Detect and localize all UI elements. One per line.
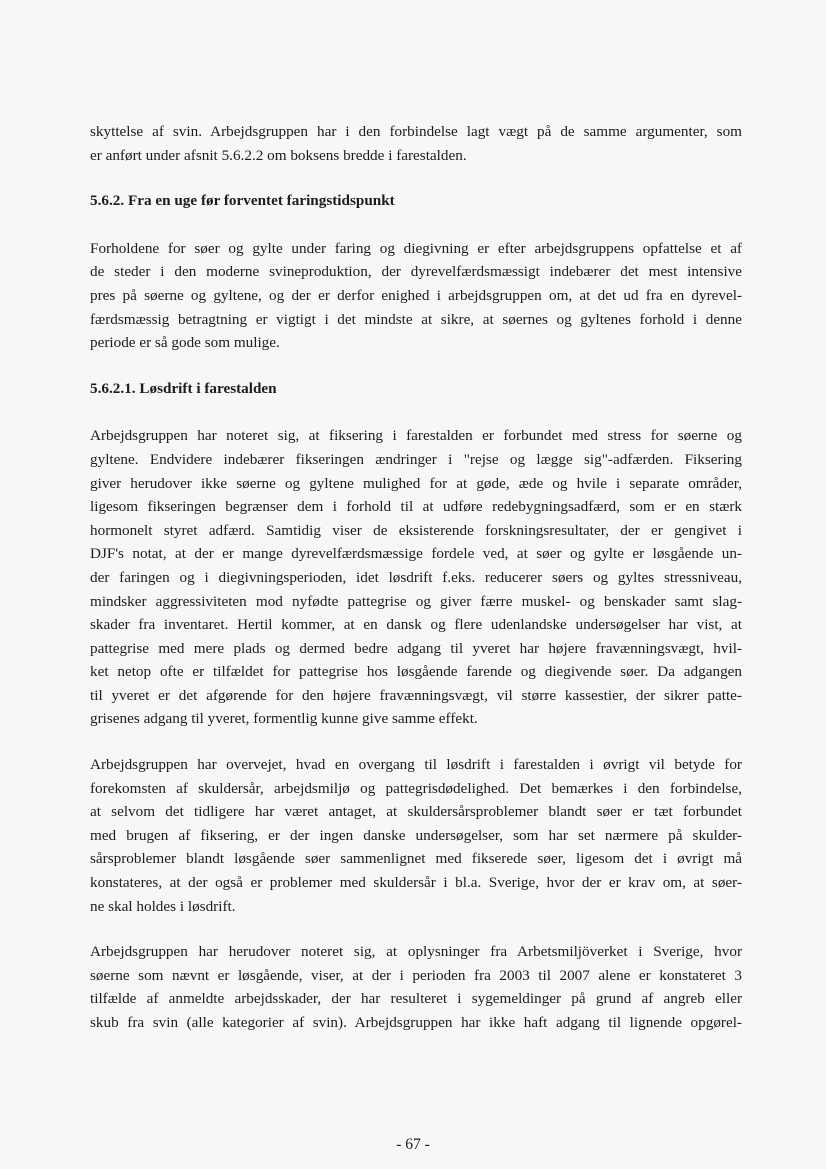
paragraph-3: [90, 753, 742, 918]
text-line: ligesom fikseringen begrænser dem i forhold til at udføre redebygningsadfærd, som er en stærk: [90, 498, 742, 516]
text-line: forekomsten af skuldersår, arbejdsmiljø og pattegrisdødelighed. Det bemærkes i den forbindelse,: [90, 779, 742, 797]
paragraph-1: [90, 237, 742, 355]
text-line: grisenes adgang til yveret, formentlig kunne give samme effekt.: [90, 710, 478, 728]
text-line: skub fra svin (alle kategorier af svin). Arbejdsgruppen har ikke haft adgang til lignende opgørel-: [90, 1014, 742, 1031]
text-line: gyltene. Endvidere indebærer fikseringen ændringer i "rejse og lægge sig"-adfærden. Fiksering: [90, 450, 742, 468]
section-heading-5-6-2-1: 5.6.2.1. Løsdrift i farestalden: [90, 379, 277, 397]
text-line: søerne som nævnt er løsgående, viser, at der i perioden fra 2003 til 2007 alene er konstateret 3: [90, 966, 742, 984]
text-line: der faringen og i diegivningsperioden, idet løsdrift f.eks. reducerer søers og gyltes stressniveau,: [90, 568, 742, 586]
intro-paragraph: [90, 120, 742, 167]
paragraph-4: [90, 940, 742, 1034]
text-line: giver herudover ikke søerne og gyltene mulighed for at gøde, æde og hvile i separate områder,: [90, 474, 742, 492]
text-line: tilfælde af anmeldte arbejdsskader, der har resulteret i sygemeldinger på grund af angreb eller: [90, 990, 742, 1008]
text-line: Arbejdsgruppen har noteret sig, at fiksering i farestalden er forbundet med stress for søerne og: [90, 427, 742, 445]
text-line: pres på søerne og gyltene, og der er derfor enighed i arbejdsgruppen om, at det ud fra en dyrevel-: [90, 286, 742, 304]
text-line: de steder i den moderne svineproduktion, der dyrevelfærdsmæssigt indebærer det mest intensive: [90, 263, 742, 281]
page-number: - 67 -: [396, 1136, 430, 1153]
text-line: periode er så gode som mulige.: [90, 334, 280, 352]
paragraph-2: [90, 424, 742, 731]
text-line: færdsmæssig betragtning er vigtigt i det mindste at sikre, at søernes og gyltenes forhold i denne: [90, 310, 742, 328]
section-heading-5-6-2: 5.6.2. Fra en uge før forventet faringstidspunkt: [90, 192, 395, 210]
text-line: Arbejdsgruppen har overvejet, hvad en overgang til løsdrift i farestalden i øvrigt vil betyde for: [90, 756, 742, 774]
text-line: mindsker aggressiviteten mod nyfødte pattegrise og giver færre muskel- og benskader samt slag-: [90, 592, 742, 610]
text-line: skyttelse af svin. Arbejdsgruppen har i den forbindelse lagt vægt på de samme argumenter, som: [90, 123, 742, 140]
text-line: DJF's notat, at der er mange dyrevelfærdsmæssige fordele ved, at søer og gylte er løsgående un-: [90, 545, 742, 563]
text-line: til yveret er det afgørende for den højere fravænningsvægt, vil større kassestier, der sikrer patte-: [90, 686, 742, 704]
text-line: sårsproblemer blandt løsgående søer sammenlignet med fikserede søer, ligesom det i øvrigt må: [90, 850, 742, 868]
text-line: Forholdene for søer og gylte under faring og diegivning er efter arbejdsgruppens opfattelse et af: [90, 239, 742, 257]
text-line: konstateres, at der også er problemer med skuldersår i bl.a. Sverige, hvor der er krav om, at søer-: [90, 874, 742, 892]
text-line: hormonelt styret adfærd. Samtidig viser de eksisterende forskningsresultater, der er gengivet i: [90, 521, 742, 539]
text-line: pattegrise med mere plads og dermed bedre adgang til yveret har højere fravænningsvægt, hvil-: [90, 639, 742, 657]
text-line: ket netop ofte er tilfældet for pattegrise hos løsgående farende og diegivende søer. Da adgangen: [90, 663, 742, 681]
text-line: Arbejdsgruppen har herudover noteret sig, at oplysninger fra Arbetsmiljöverket i Sverige, hvor: [90, 943, 742, 961]
text-line: skader fra inventaret. Hertil kommer, at en dansk og flere udenlandske undersøgelser har vist, at: [90, 616, 742, 634]
text-line: er anført under afsnit 5.6.2.2 om boksens bredde i farestalden.: [90, 146, 467, 164]
text-line: at selvom det tidligere har været antaget, at skuldersårsproblemer blandt søer er tæt forbundet: [90, 803, 742, 821]
page-body: [90, 120, 742, 1035]
text-line: ne skal holdes i løsdrift.: [90, 897, 236, 915]
text-line: med brugen af fiksering, er der ingen danske undersøgelser, som har set nærmere på skulder-: [90, 826, 742, 844]
